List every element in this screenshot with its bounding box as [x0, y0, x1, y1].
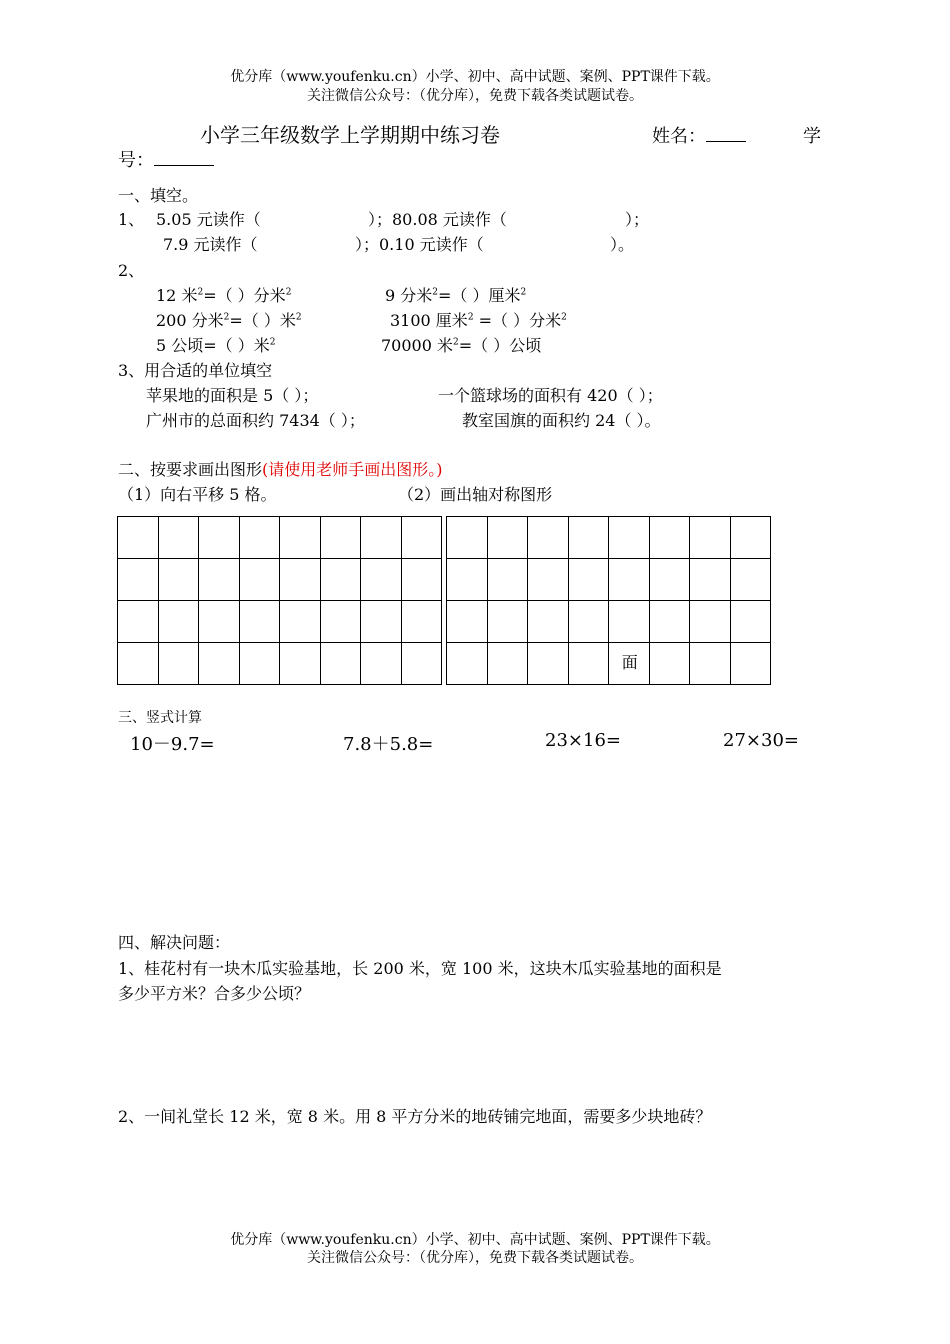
grid-cell	[568, 643, 609, 685]
grid-cell	[649, 559, 690, 601]
grid-cell	[320, 643, 361, 685]
grid-cell	[401, 601, 442, 643]
grid-cell	[447, 643, 488, 685]
grid-cell	[447, 517, 488, 559]
grid-cell	[649, 601, 690, 643]
grid-cell	[199, 559, 240, 601]
conv-text: 12 米	[156, 286, 198, 305]
grid-cell	[280, 559, 321, 601]
grid-cell	[401, 559, 442, 601]
grid-cell	[280, 517, 321, 559]
grid-row	[118, 643, 442, 685]
grid-cell	[649, 643, 690, 685]
grid-cell	[401, 517, 442, 559]
grid-cell	[118, 517, 159, 559]
grid-cell	[280, 643, 321, 685]
grid-cell	[158, 559, 199, 601]
grid-cell	[609, 601, 650, 643]
section3-heading: 三、竖式计算	[118, 710, 202, 726]
footer-line-2: 关注微信公众号：（优分库），免费下载各类试题试卷。	[307, 1250, 643, 1266]
problem1-line2: 多少平方米？合多少公顷？	[118, 984, 311, 1003]
conv-text: 200 分米	[156, 311, 224, 330]
grid-cell	[447, 601, 488, 643]
calc-problem-2: 7.8＋5.8=	[343, 734, 434, 755]
section2-heading	[118, 457, 443, 480]
section2-note: (请使用老师手画出图形。)	[262, 460, 443, 479]
grid-row	[118, 517, 442, 559]
q1-part-b: ）；80.08 元读作（	[368, 210, 507, 229]
conv-text: =（ ）米	[229, 311, 296, 330]
sup: 2	[432, 287, 439, 298]
grid-cell	[528, 559, 569, 601]
grid-cell	[199, 601, 240, 643]
grid-cell	[690, 559, 731, 601]
conv-text: =（ ）厘米	[438, 286, 521, 305]
grid-cell	[118, 601, 159, 643]
grid-symmetry	[446, 516, 771, 685]
grid-cell	[118, 643, 159, 685]
grid-cell	[487, 643, 528, 685]
sup: 2	[561, 312, 567, 323]
section4-heading: 四、解决问题：	[118, 933, 231, 952]
grid-cell	[447, 559, 488, 601]
grid-row	[447, 601, 771, 643]
grid-cell	[199, 517, 240, 559]
grid-cell	[361, 559, 402, 601]
grid-cell	[320, 517, 361, 559]
grid-cell	[568, 559, 609, 601]
conv-item	[156, 333, 276, 356]
grid-cell	[280, 601, 321, 643]
grid-row	[447, 643, 771, 685]
sup: 2	[520, 287, 527, 298]
grid-cell	[239, 643, 280, 685]
conv-item	[385, 283, 526, 306]
conv-item	[390, 308, 567, 331]
grid-cell	[320, 601, 361, 643]
grid-cell	[730, 517, 771, 559]
grid-cell	[239, 517, 280, 559]
conv-text: 3100 厘米	[390, 311, 468, 330]
grid-cell	[239, 601, 280, 643]
grid-cell	[730, 643, 771, 685]
grid-cell	[158, 517, 199, 559]
section2-heading-text: 二、按要求画出图形	[118, 460, 263, 479]
q3-item-a: 苹果地的面积是 5（ ）；	[146, 386, 319, 405]
grid-cell	[609, 643, 650, 685]
grid-cell	[199, 643, 240, 685]
grid-cell	[568, 601, 609, 643]
grid-row	[447, 517, 771, 559]
problem1-line1: 1、桂花村有一块木瓜实验基地，长 200 米，宽 100 米，这块木瓜实验基地的面积是	[118, 959, 722, 978]
q3-heading: 3、用合适的单位填空	[118, 361, 273, 380]
q1-number: 1、	[118, 210, 145, 229]
name-blank	[706, 141, 746, 142]
section2-sub2: （2）画出轴对称图形	[398, 485, 553, 504]
grid-row	[118, 559, 442, 601]
conv-text: =（ ）分米	[473, 311, 562, 330]
grid-cell	[528, 601, 569, 643]
grid-cell	[487, 601, 528, 643]
sup: 2	[269, 337, 276, 348]
grid-cell	[361, 643, 402, 685]
conv-text: 70000 米	[381, 336, 453, 355]
calc-problem-3: 23×16=	[545, 730, 621, 751]
grid-cell	[528, 643, 569, 685]
grid-cell	[690, 601, 731, 643]
section2-sub1: （1）向右平移 5 格。	[118, 485, 277, 504]
grid-cell	[730, 601, 771, 643]
grid-cell	[609, 559, 650, 601]
grid-translate	[117, 516, 442, 685]
header-line-2: 关注微信公众号：（优分库），免费下载各类试题试卷。	[307, 88, 643, 104]
grid-cell	[528, 517, 569, 559]
conv-item	[381, 333, 541, 356]
sup: 2	[197, 287, 204, 298]
q3-item-c: 广州市的总面积约 7434（ ）；	[146, 411, 365, 430]
conv-text: 5 公顷=（ ）米	[156, 336, 270, 355]
grid-cell	[690, 517, 731, 559]
sup: 2	[453, 337, 459, 348]
grid-cell	[158, 601, 199, 643]
sup: 2	[223, 312, 230, 323]
q2-number: 2、	[118, 261, 145, 280]
q1-part-f: ）。	[610, 235, 635, 254]
conv-item	[156, 308, 302, 331]
grid-row	[447, 559, 771, 601]
q1-part-d: 7.9 元读作（	[163, 235, 258, 254]
grid-cell	[320, 559, 361, 601]
conv-item	[156, 283, 291, 306]
number-blank	[154, 165, 214, 166]
name-label	[652, 122, 746, 148]
grid-cell	[568, 517, 609, 559]
grid-cell	[649, 517, 690, 559]
conv-text: =（ ）公顷	[458, 336, 542, 355]
grid-cell	[118, 559, 159, 601]
q3-item-d: 教室国旗的面积约 24（ ）。	[462, 411, 661, 430]
sup: 2	[295, 312, 302, 323]
section1-heading: 一、填空。	[118, 186, 199, 205]
problem2: 2、一间礼堂长 12 米，宽 8 米。用 8 平方分米的地砖铺完地面，需要多少块地砖？	[118, 1107, 712, 1126]
grid-cell	[730, 559, 771, 601]
conv-text: 9 分米	[385, 286, 433, 305]
grid-cell	[361, 517, 402, 559]
page-title: 小学三年级数学上学期期中练习卷	[200, 123, 500, 147]
number-label	[118, 146, 214, 172]
grid-cell	[361, 601, 402, 643]
name-label-text: 姓名：	[652, 126, 706, 147]
symmetry-glyph: 面	[619, 653, 639, 670]
grid-cell	[158, 643, 199, 685]
q1-part-e: ）；0.10 元读作（	[355, 235, 484, 254]
calc-problem-1: 10－9.7=	[130, 734, 215, 755]
grid-cell	[239, 559, 280, 601]
footer-line-1: 优分库（www.youfenku.cn）小学、初中、高中试题、案例、PPT课件下载。	[230, 1232, 720, 1248]
sup: 2	[467, 312, 474, 323]
grid-row	[118, 601, 442, 643]
q1-part-c: ）；	[625, 210, 650, 229]
calc-problem-4: 27×30=	[723, 730, 799, 751]
grid-cell	[690, 643, 731, 685]
q1-part-a: 5.05 元读作（	[156, 210, 261, 229]
sup: 2	[285, 287, 292, 298]
conv-text: =（ ）分米	[203, 286, 286, 305]
grid-cell	[487, 559, 528, 601]
q3-item-b: 一个篮球场的面积有 420（ ）；	[438, 386, 663, 405]
grid-cell	[609, 517, 650, 559]
grid-cell	[487, 517, 528, 559]
grid-cell	[401, 643, 442, 685]
number-label-part1: 学	[803, 126, 821, 147]
header-line-1: 优分库（www.youfenku.cn）小学、初中、高中试题、案例、PPT课件下载。	[230, 69, 720, 85]
number-label-text: 号：	[118, 150, 154, 171]
